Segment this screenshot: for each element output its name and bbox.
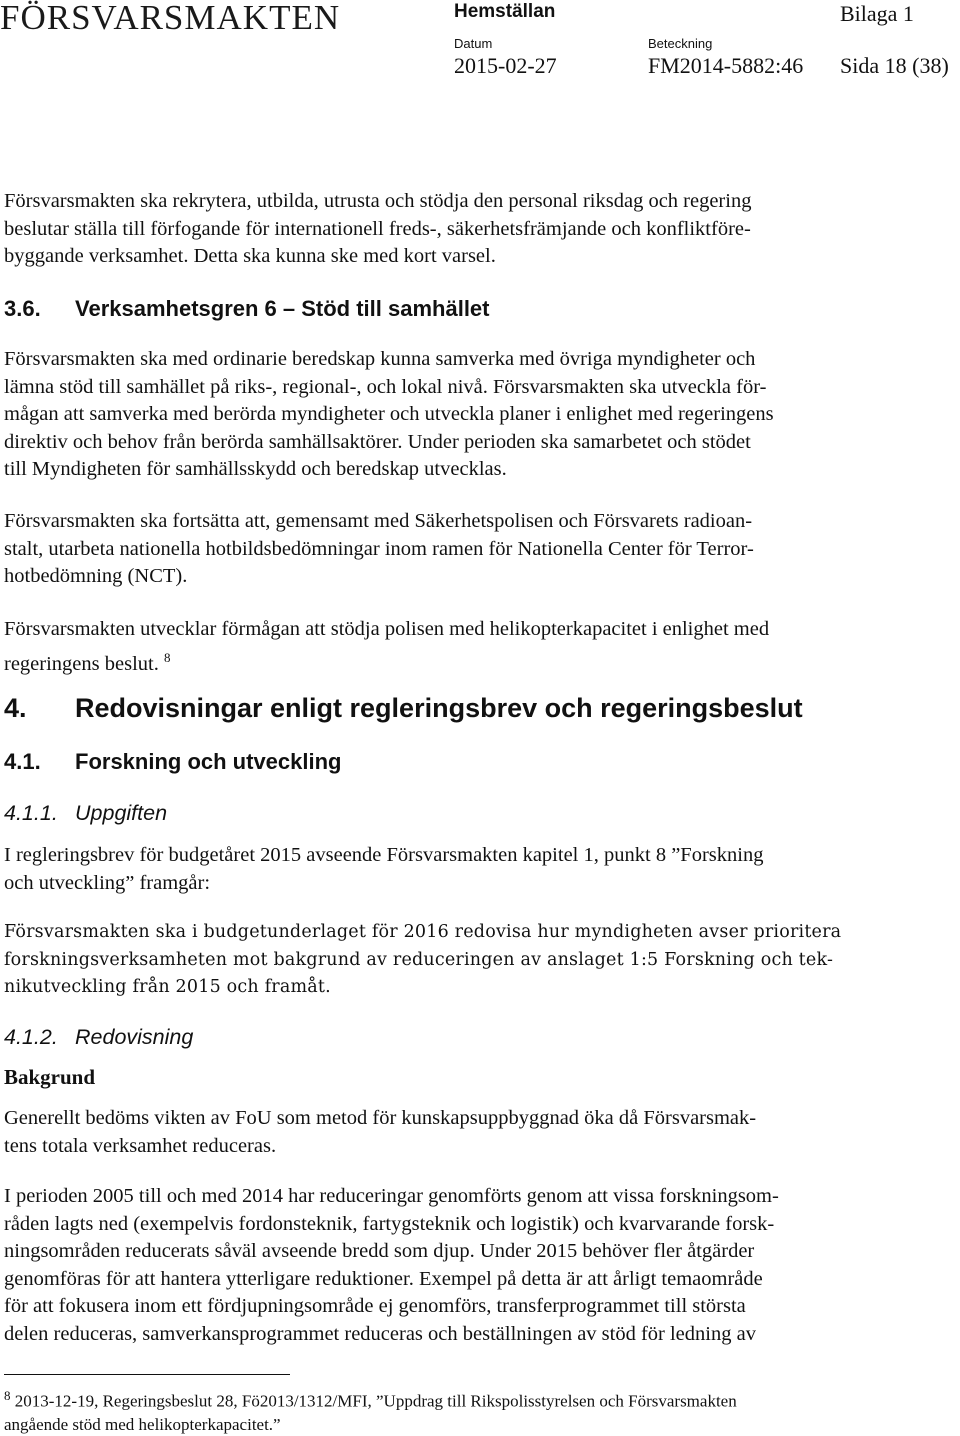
footnote-divider [4, 1374, 290, 1375]
document-type: Hemställan [454, 1, 556, 22]
heading-title: Verksamhetsgren 6 – Stöd till samhället [75, 296, 490, 321]
paragraph-helicopter [4, 616, 954, 678]
text-line: för att fokusera inom ett fördjupningsområde ej genomförs, transferprogrammet till största [4, 1295, 746, 1317]
paragraph-regulation-letter [4, 842, 954, 897]
appendix-label: Bilaga 1 [840, 1, 914, 26]
text-line: Försvarsmakten ska i budgetunderlaget för 2016 redovisa hur myndigheten avser prioritera [4, 922, 842, 942]
heading-title: Uppgiften [75, 801, 168, 825]
footnote [4, 1384, 737, 1436]
paragraph-reductions [4, 1183, 954, 1348]
text-line: stalt, utarbeta nationella hotbildsbedömningar inom ramen för Nationella Center för Terror- [4, 537, 754, 560]
quoted-instruction [4, 919, 954, 1002]
text-line: Försvarsmakten ska med ordinarie beredskap kunna samverka med övriga myndigheter och [4, 348, 756, 370]
heading-4-1-1 [4, 801, 167, 826]
text-line: genomföras för att hantera ytterligare reduktioner. Exempel på detta är att årligt temaområde [4, 1267, 763, 1290]
text-line: ningsområden reducerats såväl avseende bredd som djup. Under 2015 behöver fler åtgärder [4, 1240, 755, 1262]
text-line: byggande verksamhet. Detta ska kunna ske med kort varsel. [4, 245, 496, 267]
reference-value: FM2014-5882:46 [648, 53, 804, 78]
heading-4-1-2 [4, 1025, 193, 1050]
heading-number: 4. [4, 693, 27, 723]
text-line: och utveckling” framgår: [4, 871, 211, 894]
text-line: nikutveckling från 2015 och framåt. [4, 977, 331, 997]
heading-number: 4.1.2. [4, 1025, 58, 1049]
paragraph-international [4, 188, 954, 271]
organization-logo: FÖRSVARSMAKTEN [0, 0, 341, 37]
footnote-text: 2013-12-19, Regeringsbeslut 28, Fö2013/1312/MFI, ”Uppdrag till Rikspolisstyrelsen och Försvarsmakten [14, 1391, 737, 1411]
text-line: mågan att samverka med berörda myndigheter och utveckla planer i enlighet med regeringens [4, 403, 774, 425]
text-line: regeringens beslut. [4, 652, 159, 675]
text-line: Försvarsmakten utvecklar förmågan att stödja polisen med helikopterkapacitet i enlighet med [4, 618, 770, 640]
text-line: I perioden 2005 till och med 2014 har reduceringar genomförts genom att vissa forskningsom- [4, 1185, 779, 1207]
subheading-background: Bakgrund [4, 1065, 96, 1089]
text-line: tens totala verksamhet reduceras. [4, 1134, 277, 1157]
footnote-number: 8 [4, 1388, 11, 1403]
heading-title: Redovisningar enligt regleringsbrev och regeringsbeslut [75, 693, 803, 723]
heading-title: Redovisning [75, 1025, 194, 1049]
text-line: forskningsverksamheten mot bakgrund av reduceringen av anslaget 1:5 Forskning och tek- [4, 949, 834, 970]
paragraph-rnd-importance [4, 1105, 954, 1160]
heading-number: 4.1. [4, 749, 41, 774]
footnote-reference[interactable]: 8 [163, 649, 171, 665]
text-line: hotbedömning (NCT). [4, 565, 188, 587]
paragraph-threat-assessment [4, 508, 954, 591]
text-line: beslutar ställa till förfogande för internationell freds-, säkerhetsfrämjande och konfliktföre- [4, 217, 751, 240]
text-line: Försvarsmakten ska rekrytera, utbilda, utrusta och stödja den personal riksdag och regering [4, 190, 752, 212]
footnote-text: angående stöd med helikopterkapacitet.” [4, 1414, 281, 1434]
text-line: lämna stöd till samhället på riks-, regional-, och lokal nivå. Försvarsmakten ska utveckla för- [4, 375, 767, 398]
text-line: råden lagts ned (exempelvis fordonsteknik, fartygsteknik och logistik) och kvarvarande forsk- [4, 1212, 775, 1235]
heading-number: 4.1.1. [4, 801, 58, 825]
paragraph-society-support [4, 346, 954, 484]
reference-label: Beteckning [648, 36, 713, 51]
date-label: Datum [454, 36, 493, 51]
text-line: Försvarsmakten ska fortsätta att, gemensamt med Säkerhetspolisen och Försvarets radioan- [4, 510, 753, 532]
page-number: Sida 18 (38) [840, 53, 949, 78]
heading-4-1 [4, 749, 341, 775]
text-line: I regleringsbrev för budgetåret 2015 avseende Försvarsmakten kapitel 1, punkt 8 ”Forskning [4, 844, 764, 866]
heading-title: Forskning och utveckling [75, 749, 342, 774]
heading-3-6 [4, 296, 490, 322]
date-value: 2015-02-27 [454, 53, 557, 78]
text-line: direktiv och behov från berörda samhällsaktörer. Under perioden ska samarbetet och stödet [4, 430, 751, 453]
heading-number: 3.6. [4, 296, 41, 321]
text-line: delen reduceras, samverkansprogrammet reduceras och beställningen av stöd för ledning av [4, 1322, 756, 1345]
text-line: Generellt bedöms vikten av FoU som metod för kunskapsuppbyggnad öka då Försvarsmak- [4, 1107, 757, 1129]
text-line: till Myndigheten för samhällsskydd och beredskap utvecklas. [4, 458, 507, 480]
heading-4 [4, 693, 803, 724]
